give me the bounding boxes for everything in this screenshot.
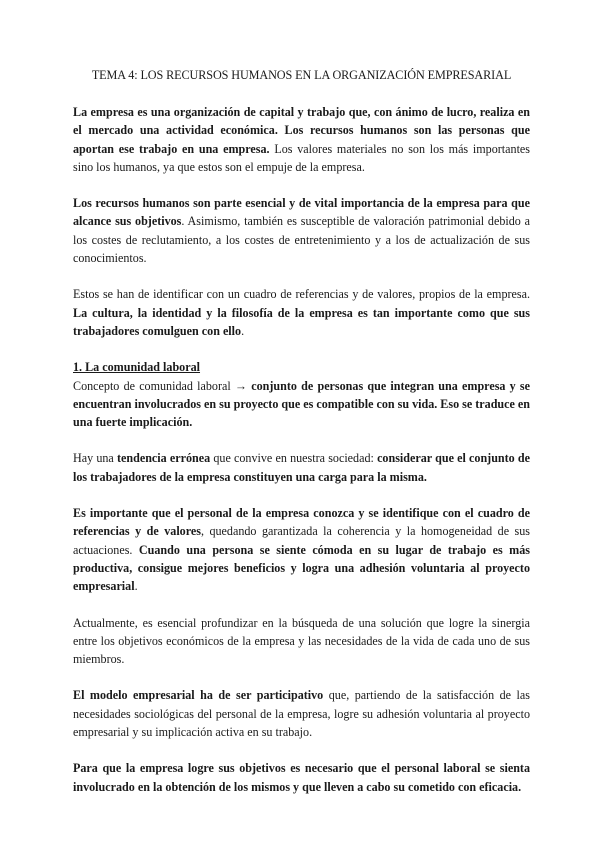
body-text: Actualmente, es esencial profundizar en la búsqueda de una solución que logre la sinergia entre los objetivos económicos de la empresa y las necesidades de la vida de cada uno de sus miembros. bbox=[73, 615, 530, 667]
bold-text: Para que la empresa logre sus objetivos es necesario que el personal laboral se sienta involucrado en la obtención de los mismos y que lleven a cabo su cometido con eficacia. bbox=[73, 761, 530, 794]
body-text: que convive en nuestra sociedad: bbox=[210, 451, 378, 466]
section-heading bbox=[73, 358, 530, 376]
bold-text: El modelo empresarial ha de ser participativo bbox=[73, 688, 324, 703]
bold-text: La empresa es una organización de capital y trabajo que, con ánimo de lucro, realiza en el mercado una actividad económica. Los recursos humanos son las personas que aportan ese trabajo en una empresa. bbox=[73, 105, 530, 156]
body-text: . bbox=[241, 323, 245, 338]
bold-text: Es importante que el personal de la empresa conozca y se identifique con el cuadro de referencias y de valores bbox=[73, 506, 530, 539]
section-heading-text: 1. La comunidad laboral bbox=[73, 360, 201, 375]
bold-text: considerar que el conjunto de los trabajadores de la empresa constituyen una carga para la misma. bbox=[73, 451, 531, 484]
paragraph-3 bbox=[73, 285, 530, 340]
paragraph-6 bbox=[73, 504, 530, 595]
paragraph-2 bbox=[73, 194, 530, 267]
paragraph-9 bbox=[73, 759, 530, 796]
page-title: TEMA 4: LOS RECURSOS HUMANOS EN LA ORGANIZACIÓN EMPRESARIAL bbox=[91, 68, 512, 82]
bold-text: conjunto de personas que integran una empresa y se encuentran involucrados en su proyecto que es compatible con su vida. Eso se traduce en una fuerte implicación. bbox=[73, 378, 530, 430]
body-text: Los valores materiales no son los más importantes sino los humanos, ya que estos son el empuje de la empresa. bbox=[73, 141, 531, 174]
bold-text: Cuando una persona se siente cómoda en su lugar de trabajo es más productiva, consigue mejores beneficios y logra una adhesión voluntaria al proyecto empresarial bbox=[73, 542, 530, 594]
body-text: Concepto de comunidad laboral → bbox=[73, 378, 252, 393]
body-text: , quedando garantizada la coherencia y la homogeneidad de sus actuaciones. bbox=[73, 524, 530, 557]
body-text: . Asimismo, también es susceptible de valoración patrimonial debido a los costes de reclutamiento, a los costes de entretenimiento y a los de actualización de sus conocimientos. bbox=[73, 214, 530, 266]
body-text: Hay una bbox=[73, 451, 117, 466]
paragraph-4 bbox=[73, 377, 530, 432]
paragraph-1 bbox=[73, 103, 530, 176]
body-text: Estos se han de identificar con un cuadro de referencias y de valores, propios de la empresa. bbox=[73, 287, 530, 302]
bold-text: La cultura, la identidad y la filosofía de la empresa es tan importante como que sus trabajadores comulguen con ello bbox=[73, 305, 530, 338]
bold-text: Los recursos humanos son parte esencial y de vital importancia de la empresa para que alcance sus objetivos bbox=[73, 196, 530, 229]
body-text: . bbox=[134, 579, 138, 594]
paragraph-5 bbox=[73, 449, 530, 486]
bold-text: tendencia errónea bbox=[116, 451, 211, 466]
body-text: que, partiendo de la satisfacción de las necesidades sociológicas del personal de la empresa, logre su adhesión voluntaria al proyecto empresarial y su implicación activa en su trabajo. bbox=[73, 688, 530, 740]
paragraph-7 bbox=[73, 614, 530, 669]
paragraph-8 bbox=[73, 686, 530, 741]
